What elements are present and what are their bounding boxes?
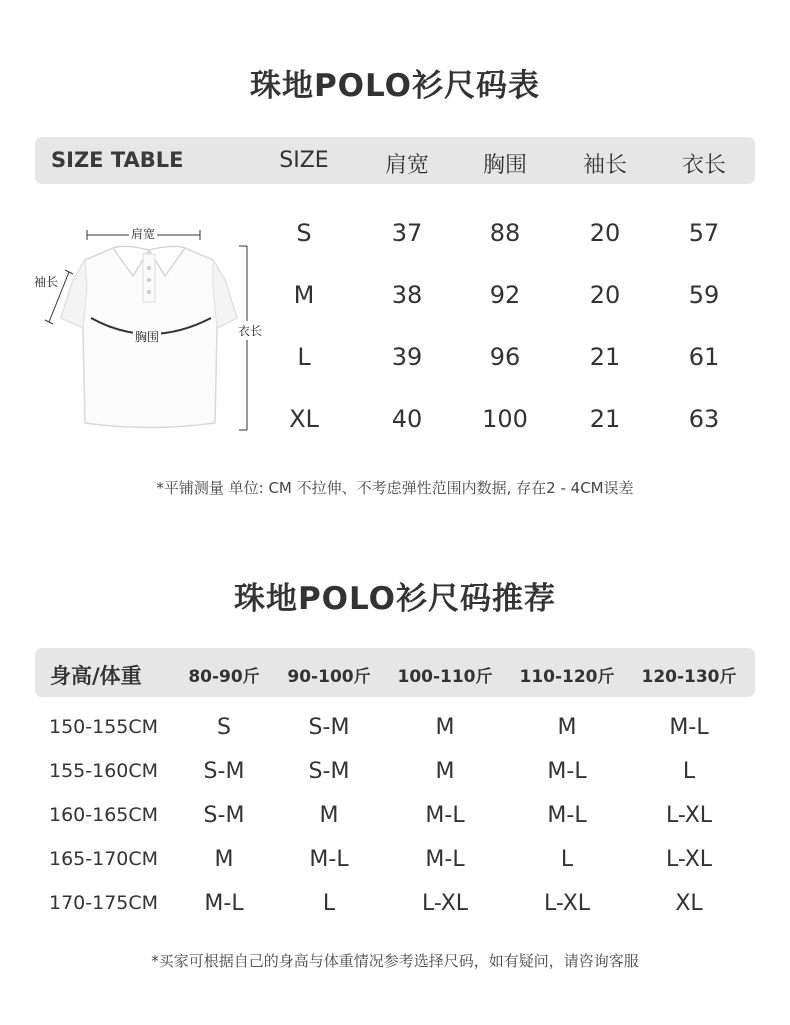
weight-column-header: 110-120斤 [519, 667, 615, 687]
height-range-cell: 165-170CM [49, 848, 159, 870]
sleeve-cell: 20 [589, 281, 621, 309]
sleeve-cell: 20 [589, 219, 621, 247]
recommended-size-cell: L-XL [665, 847, 713, 872]
recommended-size-cell: S [217, 715, 231, 740]
size-cell: S [296, 219, 312, 247]
size-cell: L [297, 343, 311, 371]
recommended-size-cell: S-M [203, 803, 245, 828]
size-chart-title: 珠地POLO衫尺码表 [249, 68, 541, 104]
chest-cell: 92 [489, 281, 521, 309]
length-cell: 61 [688, 343, 720, 371]
chest-label: 胸围 [134, 330, 160, 344]
height-range-cell: 160-165CM [49, 804, 159, 826]
shoulder-cell: 39 [391, 343, 423, 371]
height-range-cell: 170-175CM [49, 892, 159, 914]
recommended-size-cell: XL [675, 891, 703, 916]
column-header-sleeve: 袖长 [582, 153, 628, 178]
weight-column-header: 100-110斤 [397, 667, 493, 687]
recommended-size-cell: M-L [309, 847, 349, 872]
size-table-label: SIZE TABLE [51, 148, 184, 172]
chest-cell: 96 [489, 343, 521, 371]
column-header-shoulder: 肩宽 [384, 153, 430, 178]
recommended-size-cell: S-M [308, 715, 350, 740]
recommended-size-cell: L [322, 891, 336, 916]
recommended-size-cell: M [557, 715, 577, 740]
sleeve-length-label: 袖长 [33, 275, 59, 289]
length-cell: 57 [688, 219, 720, 247]
recommended-size-cell: M-L [204, 891, 244, 916]
polo-shirt-diagram [25, 218, 275, 438]
height-range-cell: 150-155CM [49, 716, 159, 738]
recommended-size-cell: M-L [547, 759, 587, 784]
length-cell: 59 [688, 281, 720, 309]
shoulder-cell: 40 [391, 405, 423, 433]
shoulder-cell: 38 [391, 281, 423, 309]
length-cell: 63 [688, 405, 720, 433]
height-weight-label: 身高/体重 [50, 664, 142, 688]
chest-cell: 88 [489, 219, 521, 247]
recommended-size-cell: M [435, 715, 455, 740]
weight-column-header: 120-130斤 [641, 667, 737, 687]
weight-column-header: 80-90斤 [188, 667, 260, 687]
shoulder-cell: 37 [391, 219, 423, 247]
body-length-label: 衣长 [237, 321, 263, 340]
recommended-size-cell: L [682, 759, 696, 784]
recommended-size-cell: M-L [425, 803, 465, 828]
recommended-size-cell: L-XL [421, 891, 469, 916]
size-cell: XL [289, 405, 319, 433]
measurement-note: *平铺测量 单位: CM 不拉伸、不考虑弹性范围内数据, 存在2 - 4CM误差 [156, 479, 634, 497]
size-cell: M [293, 281, 315, 309]
recommended-size-cell: M-L [425, 847, 465, 872]
sleeve-cell: 21 [589, 343, 621, 371]
recommended-size-cell: M [214, 847, 234, 872]
recommended-size-cell: M [435, 759, 455, 784]
recommended-size-cell: L-XL [543, 891, 591, 916]
size-recommend-title: 珠地POLO衫尺码推荐 [233, 581, 557, 617]
recommended-size-cell: M-L [669, 715, 709, 740]
column-header-size: SIZE [279, 148, 329, 173]
column-header-chest: 胸围 [482, 153, 528, 178]
recommended-size-cell: M [319, 803, 339, 828]
recommended-size-cell: S-M [203, 759, 245, 784]
height-range-cell: 155-160CM [49, 760, 159, 782]
recommended-size-cell: L-XL [665, 803, 713, 828]
shoulder-width-label: 肩宽 [130, 227, 156, 241]
sleeve-cell: 21 [589, 405, 621, 433]
chest-cell: 100 [482, 405, 528, 433]
recommended-size-cell: L [560, 847, 574, 872]
weight-column-header: 90-100斤 [287, 667, 371, 687]
recommended-size-cell: M-L [547, 803, 587, 828]
recommended-size-cell: S-M [308, 759, 350, 784]
column-header-length: 衣长 [681, 153, 727, 178]
recommendation-note: *买家可根据自己的身高与体重情况参考选择尺码，如有疑问，请咨询客服 [151, 952, 639, 970]
